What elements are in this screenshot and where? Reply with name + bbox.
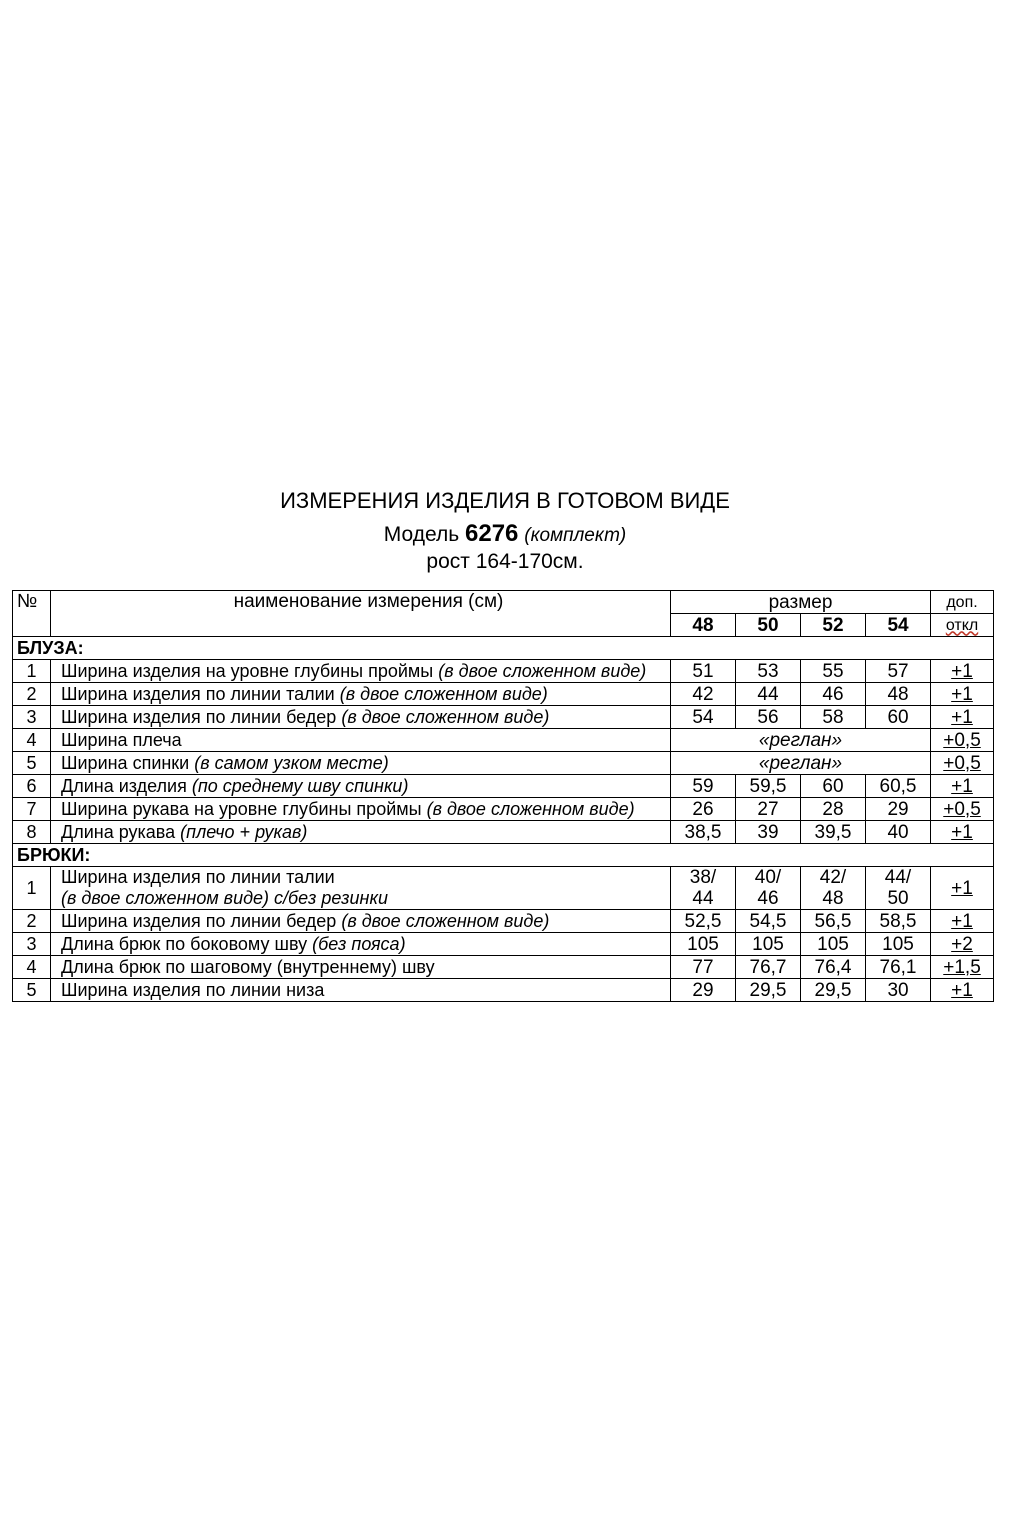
measurement-label: Ширина изделия по линии бедер [61,706,342,727]
tolerance-text: +1 [951,979,973,1001]
size-value-text: 44 [692,888,714,909]
size-value-text: 42 [692,683,714,705]
measurement-note: (по среднему шву спинки) [191,775,409,796]
table-row [13,729,994,752]
measurement-label: Длина изделия [61,775,192,796]
size-value-text: 59 [692,775,714,797]
measurement-label: Ширина рукава на уровне глубины проймы [61,798,427,819]
size-value [671,775,736,798]
size-value-text: 54,5 [749,910,787,932]
measurement-label: Ширина спинки [61,752,195,773]
tolerance-value [931,660,994,683]
measurement-name [51,752,671,775]
model-kit: (комплект) [524,525,627,546]
section-title: БЛУЗА: [13,637,994,660]
tolerance-value [931,956,994,979]
size-value-text: 46 [757,888,779,909]
row-number: 7 [13,798,51,821]
tolerance-value [931,867,994,910]
measurement-label: Длина брюк по боковому шву [61,933,313,954]
size-value-text: 39,5 [814,821,852,843]
size-value-text: 44/ [884,867,912,888]
size-value [736,798,801,821]
size-value [736,706,801,729]
size-value [736,933,801,956]
table-row [13,956,994,979]
size-value-text: 56 [757,706,779,728]
size-value-text: 60,5 [879,775,917,797]
measurement-label: Ширина изделия по линии низа [61,979,325,1000]
row-number: 3 [13,706,51,729]
tolerance-text: +1 [951,706,973,728]
size-value [736,775,801,798]
size-value-text: 39 [757,821,779,843]
row-number: 2 [13,683,51,706]
size-value-text: 29 [692,979,714,1001]
table-row [13,821,994,844]
measurement-name [51,775,671,798]
size-value [801,798,866,821]
size-value-text: 29 [887,798,909,820]
measurement-name [51,867,671,910]
size-value [866,706,931,729]
tolerance-text: +1 [951,910,973,932]
size-value-text: 60 [887,706,909,728]
tolerance-value [931,752,994,775]
size-value-text: 105 [817,933,849,955]
size-value [736,910,801,933]
size-value-text: 77 [692,956,714,978]
measurement-label: Длина рукава [61,821,181,842]
size-value [866,956,931,979]
size-value [671,660,736,683]
size-header: 50 [736,614,801,637]
tolerance-value [931,798,994,821]
measurement-note: (в двое сложенном виде) [438,660,647,681]
size-value-text: 51 [692,660,714,682]
tolerance-text: +2 [951,933,973,955]
tolerance-value [931,729,994,752]
size-value [866,798,931,821]
tolerance-value [931,821,994,844]
tolerance-text: +1 [951,821,973,843]
size-value-text: 40/ [754,867,782,888]
row-number: 3 [13,933,51,956]
size-value [801,706,866,729]
size-value-text: 44 [757,683,779,705]
size-value [801,910,866,933]
size-value-text: 52,5 [684,910,722,932]
table-row [13,683,994,706]
measurement-name [51,956,671,979]
tolerance-value [931,775,994,798]
size-value-text: 48 [887,683,909,705]
size-value [801,775,866,798]
table-row [13,775,994,798]
tolerance-text: +1,5 [943,956,981,978]
row-number: 4 [13,956,51,979]
size-value [866,775,931,798]
section-title: БРЮКИ: [13,844,994,867]
size-value [671,979,736,1002]
measurement-note: (плечо + рукав) [180,821,308,842]
size-value-text: 105 [752,933,784,955]
size-value [671,683,736,706]
measurement-note: (в двое сложенном виде) [426,798,635,819]
model-number: 6276 [465,520,519,547]
row-number: 5 [13,979,51,1002]
column-header-number: № [13,591,51,637]
size-value-text: 42/ [819,867,847,888]
size-value-text: 59,5 [749,775,787,797]
size-value-text: 58 [822,706,844,728]
size-value [801,979,866,1002]
size-value [671,910,736,933]
tolerance-value [931,933,994,956]
tolerance-value [931,706,994,729]
measurement-label: Длина брюк по шаговому (внутреннему) шву [61,956,435,977]
size-value-text: 53 [757,660,779,682]
section-row [13,637,994,660]
size-value-text: 76,1 [879,956,917,978]
column-header-name: наименование измерения (см) [51,591,671,637]
table-row [13,910,994,933]
measurement-name [51,706,671,729]
row-number: 1 [13,867,51,910]
size-value-text: 26 [692,798,714,820]
measurement-note: (без пояса) [312,933,406,954]
size-value-text: 105 [882,933,914,955]
measurement-note: (в двое сложенном виде) с/без резинки [61,888,388,908]
size-value [736,956,801,979]
size-value [801,867,866,910]
tolerance-value [931,683,994,706]
size-value [671,933,736,956]
tolerance-text: +1 [951,877,973,899]
size-value-text: 29,5 [749,979,787,1001]
measurement-label: Ширина изделия на уровне глубины проймы [61,660,439,681]
merged-value: «реглан» [671,752,931,775]
size-value [671,867,736,910]
tolerance-text: +0,5 [943,729,981,751]
measurement-name [51,683,671,706]
model-line [0,520,1010,548]
size-value [671,706,736,729]
table-row [13,706,994,729]
size-value-text: 27 [757,798,779,820]
table-row [13,867,994,910]
column-header-size: размер [671,591,931,614]
size-value [736,683,801,706]
measurement-name [51,729,671,752]
measurements-table [12,590,994,1002]
merged-value: «реглан» [671,729,931,752]
size-header: 52 [801,614,866,637]
height-range: рост 164-170см. [426,550,584,573]
size-value [866,867,931,910]
table-row [13,933,994,956]
size-value-text: 56,5 [814,910,852,932]
measurement-label: Ширина плеча [61,729,182,750]
size-value [671,821,736,844]
size-value [866,933,931,956]
tolerance-text: +0,5 [943,798,981,820]
measurement-note: (в двое сложенном виде) [341,706,550,727]
measurement-name [51,798,671,821]
size-value [736,867,801,910]
measurement-label: Ширина изделия по линии талии [61,683,340,704]
tolerance-text: +1 [951,683,973,705]
tolerance-value [931,910,994,933]
size-value [736,821,801,844]
size-value-text: 28 [822,798,844,820]
model-label: Модель [383,523,460,546]
size-value [866,821,931,844]
header-row [13,591,994,614]
size-header: 48 [671,614,736,637]
size-value [736,660,801,683]
measurement-name [51,933,671,956]
measurement-name [51,660,671,683]
size-value-text: 29,5 [814,979,852,1001]
size-value [866,910,931,933]
row-number: 1 [13,660,51,683]
table-row [13,752,994,775]
row-number: 4 [13,729,51,752]
tolerance-text: +1 [951,775,973,797]
size-value [801,933,866,956]
size-value [671,956,736,979]
size-value-text: 30 [887,979,909,1001]
size-value-text: 58,5 [879,910,917,932]
document-title: ИЗМЕРЕНИЯ ИЗДЕЛИЯ В ГОТОВОМ ВИДЕ [280,488,730,513]
size-value [866,979,931,1002]
size-value-text: 55 [822,660,844,682]
size-value-text: 54 [692,706,714,728]
size-value [801,821,866,844]
measurement-note: (в двое сложенном виде) [341,910,550,931]
row-number: 6 [13,775,51,798]
column-header-tolerance-sub: откл [931,614,994,637]
row-number: 5 [13,752,51,775]
measurement-label: Ширина изделия по линии бедер [61,910,342,931]
section-row [13,844,994,867]
size-value-text: 76,4 [814,956,852,978]
size-value-text: 105 [687,933,719,955]
size-value [801,660,866,683]
measurement-note: (в самом узком месте) [194,752,389,773]
size-value-text: 50 [887,888,909,909]
size-value-text: 76,7 [749,956,787,978]
measurement-name [51,821,671,844]
measurement-note: (в двое сложенном виде) [339,683,548,704]
tolerance-text: +0,5 [943,752,981,774]
size-header: 54 [866,614,931,637]
size-value-text: 40 [887,821,909,843]
column-header-tolerance: доп. [931,591,994,614]
row-number: 2 [13,910,51,933]
size-value-text: 48 [822,888,844,909]
measurement-name [51,910,671,933]
tolerance-text: +1 [951,660,973,682]
size-value [801,956,866,979]
tolerance-value [931,979,994,1002]
table-row [13,660,994,683]
measurement-label: Ширина изделия по линии талии [61,867,335,887]
size-value [866,660,931,683]
size-value [866,683,931,706]
size-value [801,683,866,706]
measurement-name [51,979,671,1002]
size-value-text: 60 [822,775,844,797]
table-row [13,798,994,821]
size-value [736,979,801,1002]
table-row [13,979,994,1002]
row-number: 8 [13,821,51,844]
size-value [671,798,736,821]
size-value-text: 38,5 [684,821,722,843]
size-value-text: 38/ [689,867,717,888]
size-value-text: 46 [822,683,844,705]
size-value-text: 57 [887,660,909,682]
